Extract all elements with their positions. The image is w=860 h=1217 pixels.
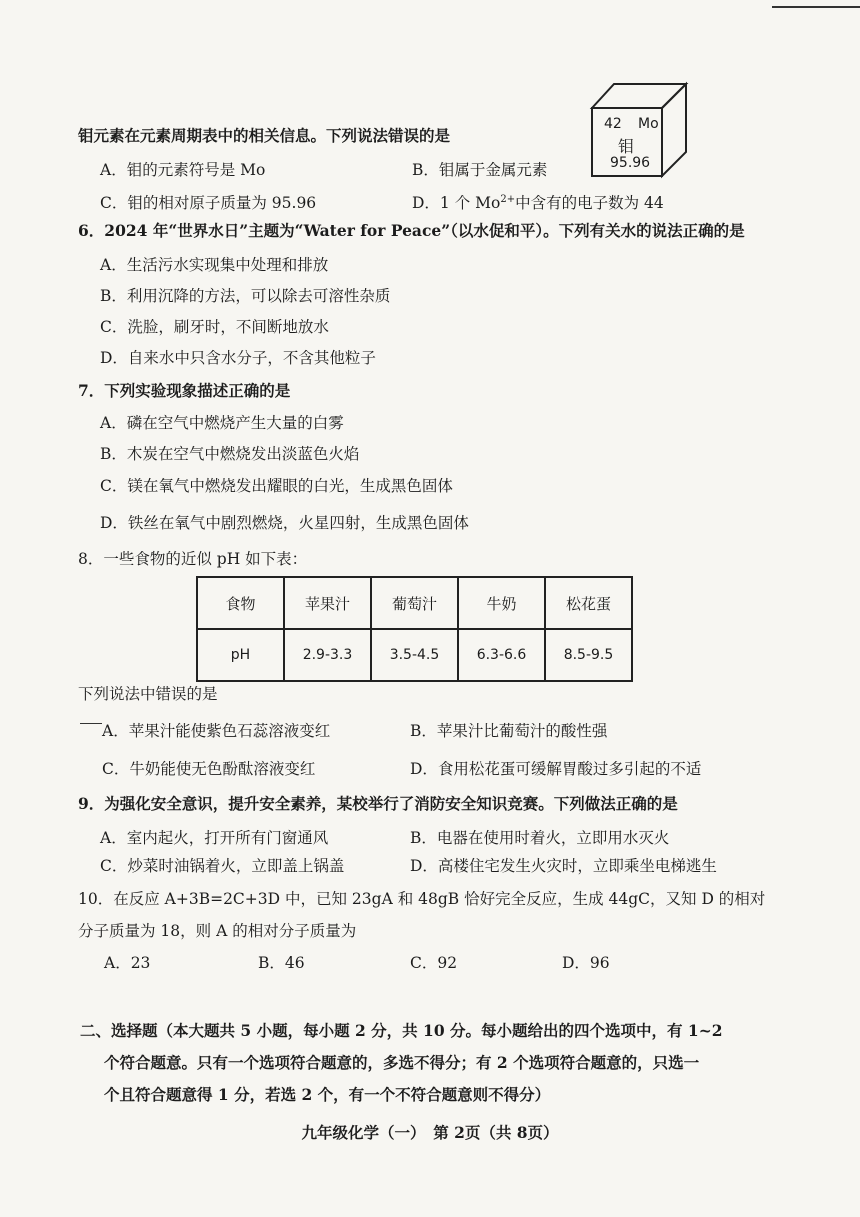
- q9-stem: 9．为强化安全意识，提升安全素养，某校举行了消防安全知识竞赛。下列做法正确的是: [78, 794, 678, 813]
- q10-stem-line-2: 分子质量为 18，则 A 的相对分子质量为: [78, 922, 357, 940]
- q7-option-c: C．镁在氧气中燃烧发出耀眼的白光，生成黑色固体: [100, 477, 453, 495]
- q7-option-d: D．铁丝在氧气中剧烈燃烧，火星四射，生成黑色固体: [100, 514, 469, 532]
- q6-option-a: A．生活污水实现集中处理和排放: [100, 256, 329, 274]
- ph-table-cell: 葡萄汁: [371, 577, 458, 629]
- q5-option-d-text: D．1 个 Mo: [412, 194, 501, 212]
- q10-option-c: C．92: [410, 954, 458, 972]
- q8-sub-stem: 下列说法中错误的是: [78, 685, 218, 703]
- q8-option-a: A．苹果汁能使紫色石蕊溶液变红: [102, 722, 331, 740]
- ph-table-cell: 8.5-9.5: [545, 629, 632, 681]
- ph-table-cell: 松花蛋: [545, 577, 632, 629]
- q5-option-d-text-end: 中含有的电子数为 44: [515, 194, 664, 212]
- q9-option-d: D．高楼住宅发生火灾时，立即乘坐电梯逃生: [410, 857, 717, 875]
- section2-line-1: 二、选择题（本大题共 5 小题，每小题 2 分，共 10 分。每小题给出的四个选项中，有 1~2: [80, 1021, 723, 1040]
- section2-line-2: 个符合题意。只有一个选项符合题意的，多选不得分；有 2 个选项符合题意的，只选一: [104, 1053, 700, 1072]
- section2-line-3: 个且符合题意得 1 分，若选 2 个，有一个不符合题意则不得分）: [104, 1085, 551, 1104]
- q5-option-c: C．钼的相对原子质量为 95.96: [100, 194, 317, 212]
- q9-option-c: C．炒菜时油锅着火，立即盖上锅盖: [100, 857, 345, 875]
- ph-table-cell: 牛奶: [458, 577, 545, 629]
- ph-table-cell: 2.9-3.3: [284, 629, 371, 681]
- page-footer: 九年级化学（一） 第 2页（共 8页）: [301, 1123, 559, 1142]
- q9-option-a: A．室内起火，打开所有门窗通风: [100, 829, 329, 847]
- q10-option-b: B．46: [258, 954, 305, 972]
- q5-option-d: [412, 193, 664, 213]
- ph-table-cell: 食物: [197, 577, 284, 629]
- ph-table: [196, 576, 633, 682]
- pen-mark: [80, 723, 102, 724]
- ph-table-header-row: [197, 577, 632, 629]
- q7-stem: 7．下列实验现象描述正确的是: [78, 381, 291, 400]
- q5-option-a: A．钼的元素符号是 Mo: [100, 161, 266, 179]
- element-mass: 95.96: [610, 155, 651, 171]
- q8-stem: 8．一些食物的近似 pH 如下表：: [78, 550, 308, 568]
- q7-option-b: B．木炭在空气中燃烧发出淡蓝色火焰: [100, 445, 360, 463]
- q6-option-c: C．洗脸，刷牙时，不间断地放水: [100, 318, 329, 336]
- element-atomic-number: 42: [604, 116, 622, 132]
- q9-option-b: B．电器在使用时着火，立即用水灭火: [410, 829, 670, 847]
- q10-option-d: D．96: [562, 954, 610, 972]
- q7-option-a: A．磷在空气中燃烧产生大量的白雾: [100, 414, 344, 432]
- q6-stem: 6．2024 年“世界水日”主题为“Water for Peace”（以水促和平）。下列有关水的说法正确的是: [78, 221, 745, 240]
- ph-table-cell: 6.3-6.6: [458, 629, 545, 681]
- q5-stem: 钼元素在元素周期表中的相关信息。下列说法错误的是: [78, 126, 451, 145]
- q6-option-b: B．利用沉降的方法，可以除去可溶性杂质: [100, 287, 391, 305]
- element-symbol: Mo: [638, 116, 659, 132]
- q8-option-c: C．牛奶能使无色酚酞溶液变红: [102, 760, 316, 778]
- q8-option-d: D．食用松花蛋可缓解胃酸过多引起的不适: [410, 760, 702, 778]
- q10-option-a: A．23: [104, 954, 151, 972]
- ph-table-cell: 3.5-4.5: [371, 629, 458, 681]
- ph-table-cell: pH: [197, 629, 284, 681]
- ph-table-cell: 苹果汁: [284, 577, 371, 629]
- q5-option-d-superscript: 2+: [500, 194, 516, 205]
- q10-stem-line-1: 10．在反应 A+3B=2C+3D 中，已知 23gA 和 48gB 恰好完全反应，生成 44gC，又知 D 的相对: [78, 890, 766, 908]
- q8-option-b: B．苹果汁比葡萄汁的酸性强: [410, 722, 608, 740]
- element-name: 钼: [618, 137, 635, 156]
- q6-option-d: D．自来水中只含水分子，不含其他粒子: [100, 349, 376, 367]
- ph-table-value-row: [197, 629, 632, 681]
- top-edge-rule: [772, 6, 860, 8]
- q5-option-b: B．钼属于金属元素: [412, 161, 548, 179]
